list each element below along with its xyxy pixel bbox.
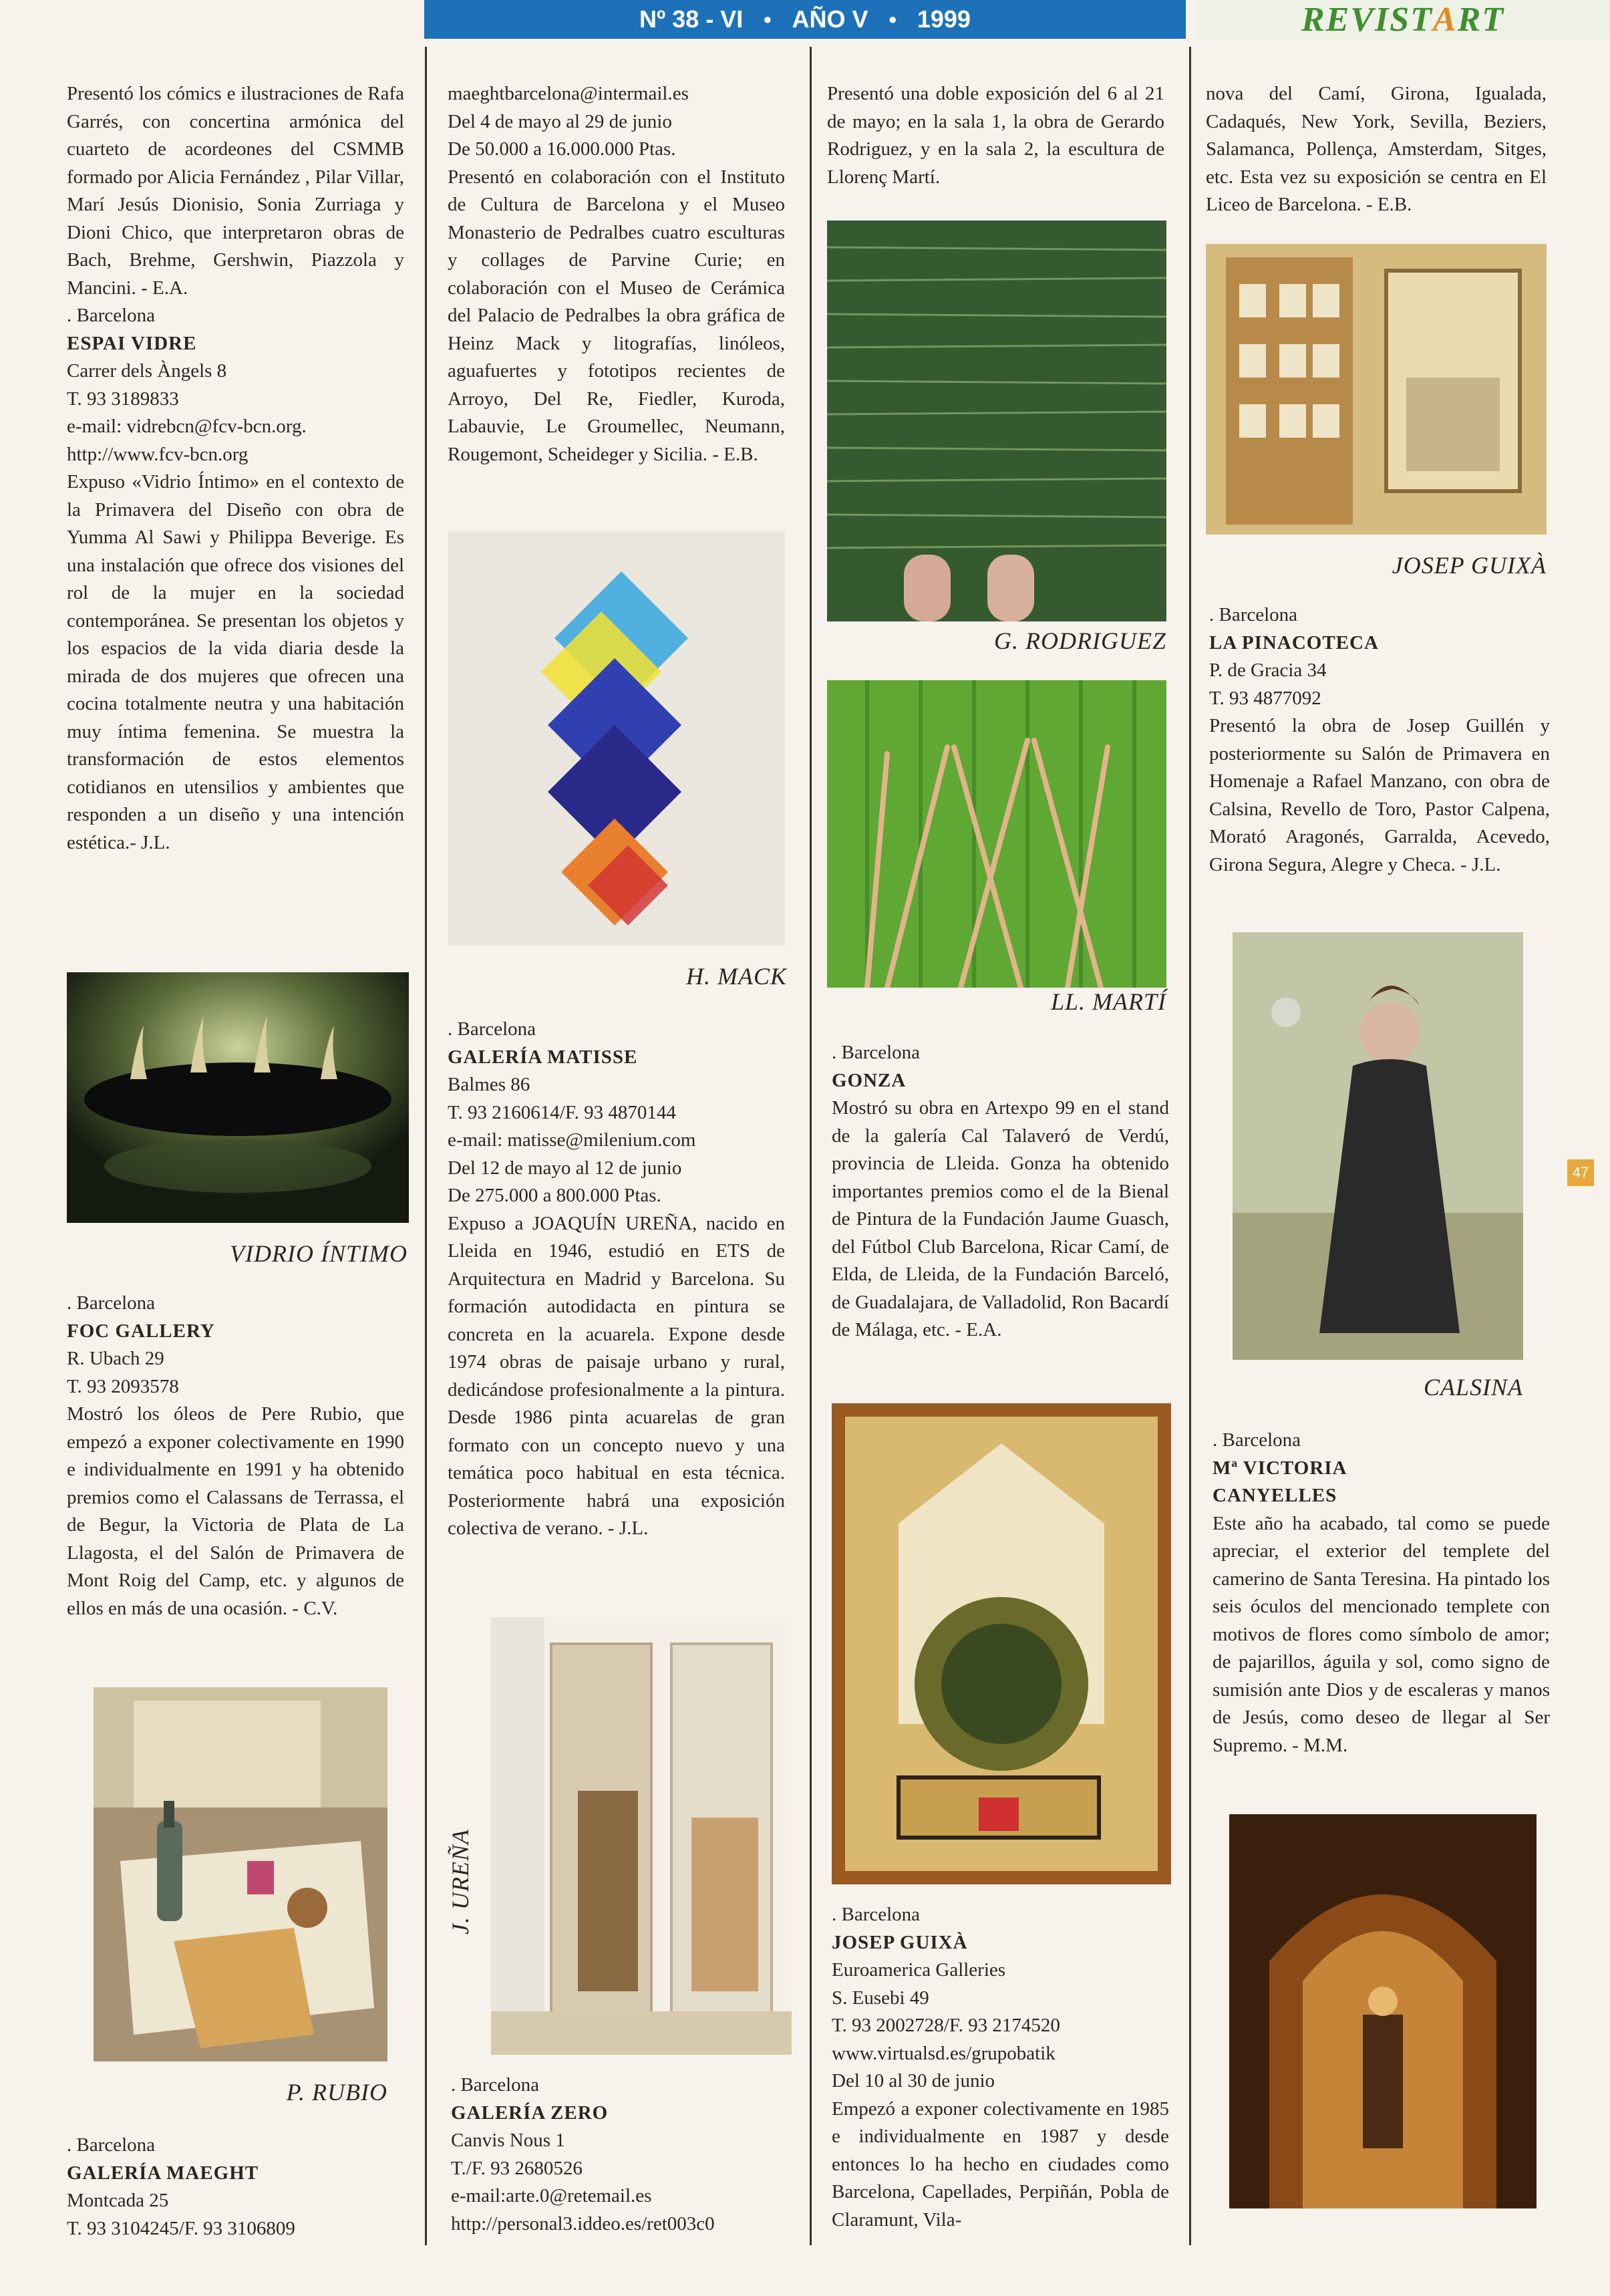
magazine-logo: REVIST A RT bbox=[1196, 0, 1610, 39]
vidrio-intimo-photo bbox=[67, 972, 409, 1223]
issue-header bbox=[424, 0, 1186, 39]
venue-name: FOC GALLERY bbox=[67, 1320, 215, 1342]
issue-year: AÑO V bbox=[792, 5, 868, 33]
venue-address: Montcada 25 bbox=[67, 2190, 169, 2211]
venue-phone: T. 93 2093578 bbox=[67, 1375, 179, 1397]
figure-caption: G. RODRIGUEZ bbox=[994, 627, 1166, 654]
issue-date: 1999 bbox=[917, 5, 971, 33]
figure-caption: P. RUBIO bbox=[286, 2079, 387, 2106]
marti-sculpture bbox=[827, 680, 1166, 988]
venue-address: R. Ubach 29 bbox=[67, 1348, 164, 1369]
venue-address: Balmes 86 bbox=[448, 1074, 530, 1095]
venue-subtitle: Euroamerica Galleries bbox=[832, 1959, 1006, 1981]
rodriguez-painting bbox=[827, 221, 1166, 621]
venue-name: GONZA bbox=[832, 1069, 907, 1091]
venue-address: Canvis Nous 1 bbox=[451, 2130, 565, 2151]
column-4 bbox=[1206, 80, 1547, 219]
column-1-maeght bbox=[67, 2132, 404, 2243]
figure-caption: VIDRIO ÍNTIMO bbox=[230, 1240, 408, 1267]
figure-caption: H. MACK bbox=[686, 963, 787, 990]
article-text: Empezó a exponer colectivamente en 1985 e individualmente en 1987 y desde entonces lo ha hecho en ciudades como Barcelona, Capellades, Perpiñán, Pobla de Claramunt, Vila- bbox=[832, 2098, 1169, 2231]
venue-dates: Del 10 al 30 de junio bbox=[832, 2070, 995, 2092]
venue-phone: T./F. 93 2680526 bbox=[451, 2157, 583, 2179]
column-2-zero bbox=[451, 2071, 788, 2238]
venue-phone: T. 93 4877092 bbox=[1209, 687, 1321, 709]
column-2-matisse bbox=[448, 1016, 785, 1543]
column-3 bbox=[827, 80, 1164, 191]
article-text: Mostró su obra en Artexpo 99 en el stand de la galería Cal Talaveró de Verdú, provincia de Lleida. Gonza ha obtenido importantes premios como el de la Bienal de Pintura de la Fundación Jaume Guasch, del Fútbol Club Barcelona, Ricar Camí, de Elda, de Lleida, de la Fundación Barceló, de Guadalajara, de Valladolid, Ron Bacardí de Málaga, etc. - E.A. bbox=[832, 1097, 1169, 1340]
venue-web: http://www.fcv-bcn.org bbox=[67, 443, 249, 465]
page-number: 47 bbox=[1567, 1159, 1594, 1186]
city-label: . Barcelona bbox=[1213, 1429, 1301, 1451]
bullet-icon: ● bbox=[763, 11, 772, 27]
column-3-guixa bbox=[832, 1901, 1169, 2234]
article-text: Expuso a JOAQUÍN UREÑA, nacido en Lleida en 1946, estudió en ETS de Arquitectura en Madrid y Barcelona. Su formación autodidacta en pintura se concreta en la acuarela. Expone desde 1974 obras de paisaje urbano y rural, dedicándose profesionalmente a la pintura. Desde 1986 pinta acuarelas de gran formato con un concepto nuevo y una temática poco habitual en esta técnica. Posteriormente habrá una exposición colectiva de verano. - J.L. bbox=[448, 1212, 785, 1539]
article-text: Presentó la obra de Josep Guillén y posteriormente su Salón de Primavera en Homenaje a Rafael Manzano, con obra de Calsina, Revello de Toro, Pastor Calpena, Morató Aragonés, Garralda, Acevedo, Girona Segura, Alegre y Checa. - J.L. bbox=[1209, 715, 1550, 875]
article-text: nova del Camí, Girona, Igualada, Cadaqués, New York, Sevilla, Beziers, Salamanca, Pollença, Amsterdam, Sitges, etc. Esta vez su exposición se centra en El Liceo de Barcelona. - E.B. bbox=[1206, 83, 1547, 215]
venue-phone: T. 93 2160614/F. 93 4870144 bbox=[448, 1101, 676, 1123]
venue-name: ESPAI VIDRE bbox=[67, 332, 197, 354]
city-label: . Barcelona bbox=[448, 1018, 536, 1040]
city-label: . Barcelona bbox=[1209, 604, 1298, 625]
venue-address: Carrer dels Àngels 8 bbox=[67, 360, 227, 382]
column-divider bbox=[1189, 47, 1191, 2245]
venue-name: LA PINACOTECA bbox=[1209, 631, 1379, 654]
figure-caption-vertical: J. UREÑA bbox=[447, 1829, 474, 1934]
city-label: . Barcelona bbox=[67, 1292, 156, 1314]
venue-web: www.virtualsd.es/grupobatik bbox=[832, 2042, 1056, 2064]
venue-name: GALERÍA MATISSE bbox=[448, 1046, 638, 1068]
column-3-gonza bbox=[832, 1039, 1169, 1344]
venue-phone: T. 93 3104245/F. 93 3106809 bbox=[67, 2217, 295, 2239]
venue-phone: T. 93 2002728/F. 93 2174520 bbox=[832, 2015, 1060, 2036]
venue-dates: Del 12 de mayo al 12 de junio bbox=[448, 1157, 682, 1179]
city-label: . Barcelona bbox=[451, 2074, 540, 2096]
venue-web: http://personal3.iddeo.es/ret003c0 bbox=[451, 2212, 715, 2235]
article-text: Este año ha acabado, tal como se puede apreciar, el exterior del templete del camerino de Santa Teresina. Ha pintado los seis óculos del mencionado templete con motivos de flores como símbolo de amor; de pajarillos, águila y sol, como signo de sumisión ante Dios y de escaleras y manos de Jesús, como deseo de llegar al Ser Supremo. - M.M. bbox=[1213, 1512, 1550, 1756]
venue-address: S. Eusebi 49 bbox=[832, 1987, 929, 2009]
venue-email: e-mail:arte.0@retemail.es bbox=[451, 2185, 652, 2206]
figure-caption: JOSEP GUIXÀ bbox=[1392, 552, 1547, 579]
article-text: Mostró los óleos de Pere Rubio, que empezó a exponer colectivamente en 1990 e individualmente en 1991 y ha obtenido premios como el Calassans de Terrassa, el de Begur, la Victoria de Plata de La Llagosta, el del Salón de Primavera de Mont Roig del Camp, etc. y algunos de ellos en más de una ocasión. - C.V. bbox=[67, 1403, 404, 1619]
column-2 bbox=[448, 80, 785, 468]
venue-name: GALERÍA ZERO bbox=[451, 2102, 609, 2124]
mack-artwork bbox=[448, 531, 785, 946]
issue-number: Nº 38 - VI bbox=[639, 5, 744, 33]
bullet-icon: ● bbox=[888, 11, 897, 27]
gonza-painting bbox=[832, 1403, 1171, 1884]
city-label: . Barcelona bbox=[67, 305, 156, 326]
article-text: Presentó en colaboración con el Instituto de Cultura de Barcelona y el Museo Monasterio de Pedralbes cuatro esculturas y collages de Parvine Curie; en colaboración con el Museo de Cerámica del Palacio de Pedralbes la obra gráfica de Heinz Mack y litografías, linóleos, aguafuertes y fototipos recientes de Arroyo, Del Re, Fiedler, Kuroda, Labauvie, Le Groumellec, Neumann, Rougemont, Scheideger y Sicilia. - E.B. bbox=[448, 166, 785, 465]
figure-caption: LL. MARTÍ bbox=[1050, 988, 1166, 1015]
column-divider bbox=[810, 47, 812, 2245]
article-text: Expuso «Vidrio Íntimo» en el contexto de la Primavera del Diseño con obra de Yumma Al Sawi y Philippa Beverige. Es una instalación que ofrece dos visiones del rol de la mujer en la sociedad contemporánea. Se presentan los objetos y los espacios de la vida diaria desde la mirada de dos mujeres que ofrecen una cocina totalmente neutra y una habitación muy íntima femenina. Se muestra la transformación de estos elementos cotidianos en utensilios y ambientes que responden a un diseño y una intención estética.- J.L. bbox=[67, 471, 404, 853]
calsina-painting bbox=[1233, 932, 1523, 1360]
venue-name: CANYELLES bbox=[1213, 1485, 1337, 1506]
venue-dates: Del 4 de mayo al 29 de junio bbox=[448, 110, 672, 132]
venue-email: e-mail: vidrebcn@fcv-bcn.org. bbox=[67, 416, 307, 437]
rubio-painting bbox=[94, 1687, 387, 2061]
venue-email: e-mail: matisse@milenium.com bbox=[448, 1129, 696, 1151]
venue-prices: De 275.000 a 800.000 Ptas. bbox=[448, 1185, 661, 1206]
venue-name: Mª VICTORIA bbox=[1213, 1457, 1347, 1479]
venue-prices: De 50.000 a 16.000.000 Ptas. bbox=[448, 138, 676, 160]
article-text: Presentó una doble exposición del 6 al 21 de mayo; en la sala 1, la obra de Gerardo Rodriguez, y en la sala 2, la escultura de Llorenç Martí. bbox=[827, 83, 1164, 188]
column-1 bbox=[67, 80, 404, 857]
column-4-pinacoteca bbox=[1209, 601, 1550, 879]
figure-caption: CALSINA bbox=[1423, 1374, 1523, 1401]
venue-address: P. de Gracia 34 bbox=[1209, 660, 1327, 681]
venue-name: JOSEP GUIXÀ bbox=[832, 1931, 968, 1953]
city-label: . Barcelona bbox=[832, 1904, 921, 1925]
city-label: . Barcelona bbox=[67, 2134, 156, 2156]
urena-watercolour bbox=[491, 1617, 792, 2055]
venue-phone: T. 93 3189833 bbox=[67, 388, 179, 410]
venue-name: GALERÍA MAEGHT bbox=[67, 2162, 259, 2184]
article-text: Presentó los cómics e ilustraciones de Rafa Garrés, con concertina armónica del cuarteto de acordeones del CSMMB formado por Alicia Fernández , Pilar Villar, Marí Jesús Dionisio, Sonia Zurriaga y Dioni Chico, que interpretaron obras de Bach, Brehme, Gershwin, Piazzola y Mancini. - E.A. bbox=[67, 83, 404, 299]
column-divider bbox=[425, 47, 427, 2245]
venue-email: maeghtbarcelona@intermail.es bbox=[448, 83, 689, 104]
canyelles-photo bbox=[1229, 1814, 1537, 2208]
column-1-foc bbox=[67, 1290, 404, 1622]
city-label: . Barcelona bbox=[832, 1042, 921, 1063]
column-4-canyelles bbox=[1213, 1427, 1550, 1759]
guixa-painting bbox=[1206, 244, 1547, 535]
